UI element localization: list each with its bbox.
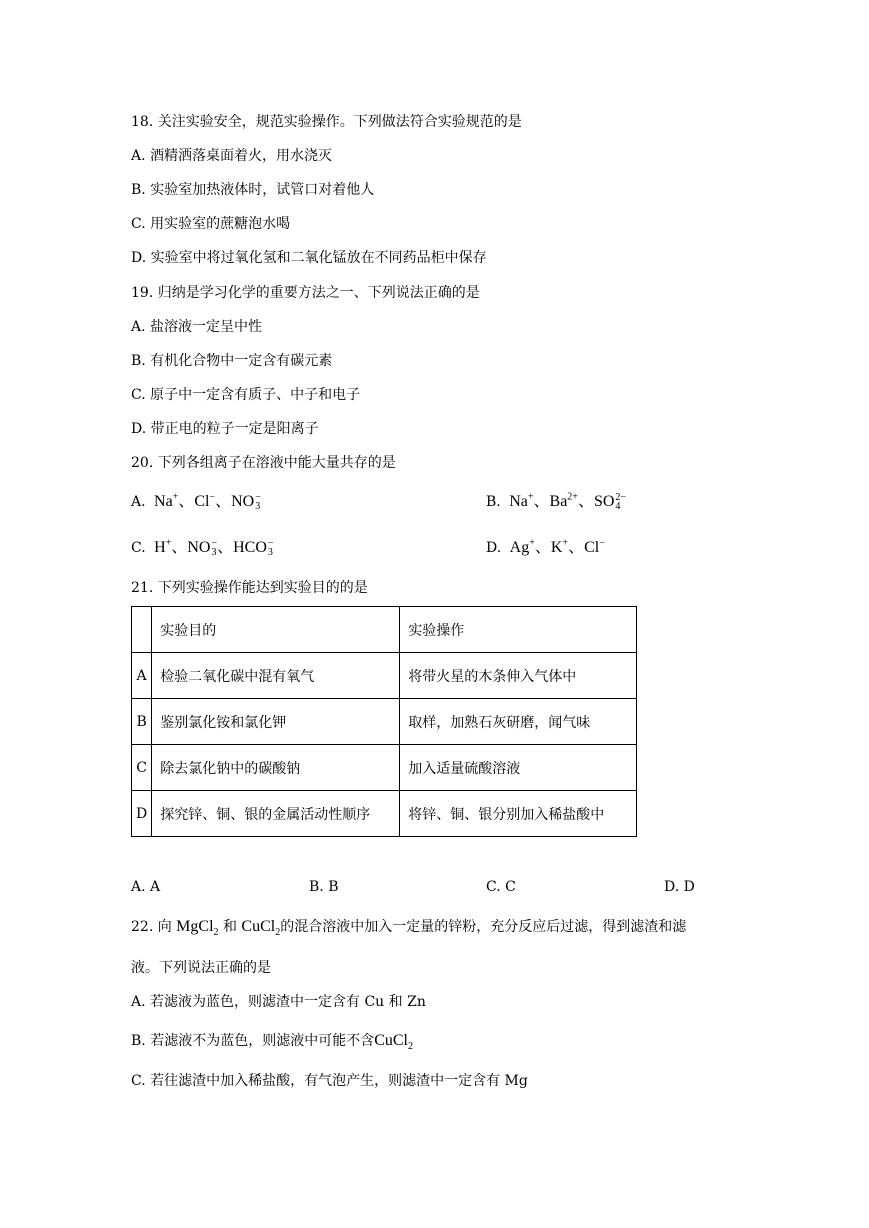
row-key: B [132, 699, 152, 745]
formula-cucl2: CuCl$_2$ [374, 1032, 413, 1053]
q20-stem: 20. 下列各组离子在溶液中能大量共存的是 [131, 455, 396, 471]
q20-ions-a: Na+、Cl−、NO − 3 [150, 491, 261, 513]
table-row [132, 699, 637, 745]
q20-label-b: B. [486, 494, 501, 510]
q20-label-a: A. [131, 494, 146, 510]
q18-stem: 18. 关注实验安全，规范实验操作。下列做法符合实验规范的是 [131, 114, 522, 130]
row-purpose: 探究锌、铜、银的金属活动性顺序 [152, 791, 400, 837]
formula-mgcl2: MgCl$_2$ [176, 918, 219, 939]
q21-choice-d: D. D [664, 879, 695, 895]
q18-option-b: B. 实验室加热液体时，试管口对着他人 [131, 182, 375, 198]
experiment-table [131, 606, 637, 837]
q22-option-a: A. 若滤液为蓝色，则滤渣中一定含有 Cu 和 Zn [131, 994, 426, 1010]
row-operation: 将锌、铜、银分别加入稀盐酸中 [400, 791, 637, 837]
row-purpose: 检验二氧化碳中混有氧气 [152, 653, 400, 699]
q19-option-a: A. 盐溶液一定呈中性 [131, 319, 263, 335]
q22-option-c: C. 若往滤渣中加入稀盐酸，有气泡产生，则滤渣中一定含有 Mg [131, 1073, 528, 1089]
q19-option-c: C. 原子中一定含有质子、中子和电子 [131, 387, 361, 403]
q20-label-d: D. [486, 540, 502, 556]
q21-stem: 21. 下列实验操作能达到实验目的的是 [131, 580, 368, 596]
table-row [132, 653, 637, 699]
q18-option-d: D. 实验室中将过氧化氢和二氧化锰放在不同药品柜中保存 [131, 250, 487, 266]
row-operation: 加入适量硫酸溶液 [400, 745, 637, 791]
q20-option-c [131, 538, 274, 558]
table-row [132, 745, 637, 791]
q20-ions-d: Ag+、K+、Cl− [505, 537, 605, 556]
q18-option-c: C. 用实验室的蔗糖泡水喝 [131, 216, 291, 232]
formula-cucl2: CuCl$_2$ [241, 918, 281, 939]
q20-option-b [486, 492, 626, 512]
q19-option-b: B. 有机化合物中一定含有碳元素 [131, 353, 333, 369]
q21-choice-b: B. B [309, 879, 339, 895]
q20-ions-b: Na+、$Ba^{2+}$、SO 2− 4 [505, 491, 627, 513]
row-operation: 将带火星的木条伸入气体中 [400, 653, 637, 699]
q21-choice-c: C. C [486, 879, 516, 895]
table-header-row [132, 607, 637, 653]
q18-option-a: A. 酒精洒落桌面着火，用水浇灭 [131, 148, 333, 164]
row-key: D [132, 791, 152, 837]
q19-stem: 19. 归纳是学习化学的重要方法之一、下列说法正确的是 [131, 285, 480, 301]
q19-option-d: D. 带正电的粒子一定是阳离子 [131, 421, 319, 437]
q20-option-d [486, 538, 605, 558]
q22-option-b: B. 若滤液不为蓝色，则滤液中可能不含CuCl$_2$ [131, 1032, 413, 1053]
q22-stem-line1: 22. 向 MgCl$_2$ 和 CuCl$_2$的混合溶液中加入一定量的锌粉，充分反应后过滤，得到滤渣和滤 [131, 918, 687, 939]
row-key: C [132, 745, 152, 791]
row-purpose: 鉴别氯化铵和氯化钾 [152, 699, 400, 745]
row-operation: 取样，加熟石灰研磨，闻气味 [400, 699, 637, 745]
q22-stem-line2: 液。下列说法正确的是 [131, 960, 271, 976]
table-row [132, 791, 637, 837]
header-operation: 实验操作 [400, 607, 637, 653]
row-key: A [132, 653, 152, 699]
q20-option-a [131, 492, 261, 512]
table-corner-cell [132, 607, 152, 653]
header-purpose: 实验目的 [152, 607, 400, 653]
row-purpose: 除去氯化钠中的碳酸钠 [152, 745, 400, 791]
q21-choice-a: A. A [131, 879, 161, 895]
q20-ions-c: H+、NO − 3 、HCO − 3 [150, 537, 274, 559]
q20-label-c: C. [131, 540, 146, 556]
